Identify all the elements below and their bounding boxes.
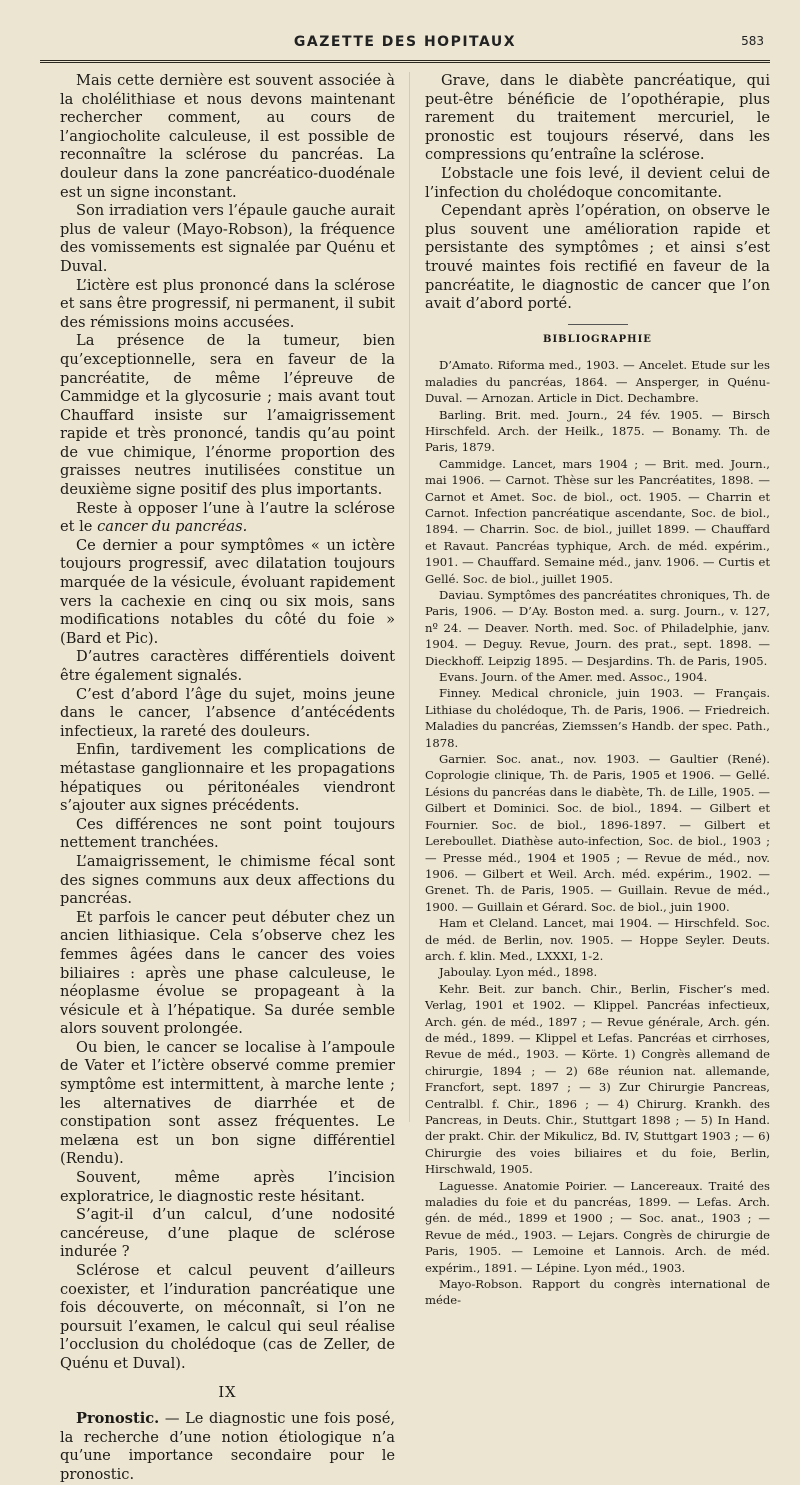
- bibliography-entry: Laguesse. Anatomie Poirier. — Lancereaux. Traité des maladies du foie et du pancréas, 1899. — Lefas. Arch. gén. de méd., 1899 et 1900 ; — Soc. anat., 1903 ; — Revue de méd., 1903. — Lejars. Congrès de chirurgie de Paris, 1905. — Lemoine et Lannois. Arch. de méd. expérim., 1891. — Lépine. Lyon méd., 1903.: [425, 1178, 770, 1275]
- paragraph: Ce dernier a pour symptômes « un ictère toujours progressif, avec dilatation toujours marquée de la vésicule, évoluant rapidement vers la cachexie en cinq ou six mois, sans modifications notables du côté du foie » (Bard et Pic).: [60, 536, 395, 647]
- paragraph-text: — Le diagnostic une fois posé, la recherche d’une notion étiologique n’a qu’une importance secondaire pour le pronostic.: [60, 1410, 395, 1483]
- bibliography-entry: Barling. Brit. med. Journ., 24 fév. 1905. — Birsch Hirschfeld. Arch. der Heilk., 1875. — Bonamy. Th. de Paris, 1879.: [425, 407, 770, 455]
- paragraph-text: Reste à opposer l’une à l’autre la sclérose et le: [60, 499, 395, 536]
- paragraph: La présence de la tumeur, bien qu’exceptionnelle, sera en faveur de la pancréatite, de même l’épreuve de Cammidge et la glycosurie ; mais avant tout Chauffard insiste sur l’amaigrissement rapide et très prononcé, tandis qu’au point de vue chimique, l’énorme proportion des graisses neutres inutilisées constitue un deuxième signe positif des plus importants.: [60, 332, 395, 499]
- paragraph: L’obstacle une fois levé, il devient celui de l’infection du cholédoque concomitante.: [425, 164, 770, 201]
- paragraph: C’est d’abord l’âge du sujet, moins jeune dans le cancer, l’absence d’antécédents infectieux, la rareté des douleurs.: [60, 685, 395, 740]
- paragraph: Sclérose et calcul peuvent d’ailleurs coexister, et l’induration pancréatique une fois découverte, on méconnaît, si l’on ne poursuit l’examen, le calcul qui seul réalise l’occlusion du cholédoque (cas de Zeller, de Quénu et Duval).: [60, 1262, 395, 1372]
- right-column: [425, 72, 770, 1308]
- paragraph: Souvent, même après l’incision exploratrice, le diagnostic reste hésitant.: [60, 1169, 395, 1205]
- bibliography-entry: Finney. Medical chronicle, juin 1903. — Français. Lithiase du cholédoque, Th. de Paris, 1906. — Friedreich. Maladies du pancréas, Ziemssen’s Handb. der spec. Path., 1878.: [425, 686, 770, 750]
- bibliography-entry: Evans. Journ. of the Amer. med. Assoc., 1904.: [439, 670, 708, 685]
- running-title: GAZETTE DES HOPITAUX: [293, 34, 517, 50]
- bibliography-entry: Jaboulay. Lyon méd., 1898.: [439, 965, 598, 980]
- paragraph: Et parfois le cancer peut débuter chez un ancien lithiasique. Cela s’observe chez les femmes âgées dans le cancer des voies biliaires : après une phase calculeuse, le néoplasme évolue se propageant à la vésicule et à l’hépatique. Sa durée semble alors souvent prolongée.: [60, 908, 395, 1038]
- bibliography-entry: Ham et Cleland. Lancet, mai 1904. — Hirschfeld. Soc. de méd. de Berlin, nov. 1905. — Hoppe Seyler. Deuts. arch. f. klin. Med., LXXXI, 1-2.: [425, 916, 770, 963]
- column-divider: [409, 72, 410, 1122]
- paragraph: Son irradiation vers l’épaule gauche aurait plus de valeur (Mayo-Robson), la fréquence des vomissements est signalée par Quénu et Duval.: [60, 202, 395, 275]
- paragraph: D’autres caractères différentiels doivent être également signalés.: [60, 648, 395, 684]
- paragraph: Enfin, tardivement les complications de métastase ganglionnaire et les propagations hépatiques ou péritonéales viendront s’ajouter aux signes précédents.: [60, 741, 395, 815]
- paragraph: Cependant après l’opération, on observe le plus souvent une amélioration rapide et persistante des symptômes ; et ainsi s’est trouvé maintes fois rectifié en faveur de la pancréatite, le diagnostic de cancer que l’on avait d’abord porté.: [425, 202, 770, 313]
- bibliography: [425, 357, 770, 1309]
- page-number: 583: [741, 34, 764, 48]
- bibliography-entry: Mayo-Robson. Rapport du congrès international de méde-: [425, 1277, 770, 1308]
- paragraph: [60, 1410, 395, 1484]
- paragraph: Grave, dans le diabète pancréatique, qui peut-être bénéficie de l’opothérapie, plus rarement du traitement mercuriel, le pronostic est toujours réservé, dans les compressions qu’entraîne la sclérose.: [425, 72, 770, 164]
- emphasis-text: cancer du pancréas.: [97, 518, 248, 536]
- bibliography-entry: D’Amato. Riforma med., 1903. — Ancelet. Etude sur les maladies du pancréas, 1864. — Ansperger, in Quénu-Duval. — Arnozan. Article in Dict. Dechambre.: [425, 358, 770, 406]
- bibliography-entry: Garnier. Soc. anat., nov. 1903. — Gaultier (René). Coprologie clinique, Th. de Paris, 1905 et 1906. — Gellé. Lésions du pancréas dans le diabète, Th. de Lille, 1905. — Gilbert et Dominici. Soc. de biol., 1894. — Gilbert et Fournier. Soc. de biol., 1896-1897. — Gilbert et Lereboullet. Diathèse auto-infection, Soc. de biol., 1903 ; — Presse méd., 1904 et 1905 ; — Revue de méd., nov. 1906. — Gilbert et Weil. Arch. méd. expérim., 1902. — Grenet. Th. de Paris, 1905. — Guillain. Revue de méd., 1900. — Guillain et Gérard. Soc. de biol., juin 1900.: [425, 752, 770, 914]
- bibliography-title: BIBLIOGRAPHIE: [543, 333, 652, 345]
- bibliography-entry: Cammidge. Lancet, mars 1904 ; — Brit. med. Journ., mai 1906. — Carnot. Thèse sur les Pancréatites, 1898. — Carnot et Amet. Soc. de biol., oct. 1905. — Charrin et Carnot. Infection pancréatique ascendante, Soc. de biol., 1894. — Charrin. Soc. de biol., juillet 1899. — Chauffard et Ravaut. Pancréas typhique, Arch. de méd. expérim., 1901. — Chauffard. Semaine méd., janv. 1906. — Curtis et Gellé. Soc. de biol., juillet 1905.: [425, 456, 770, 586]
- paragraph: Ou bien, le cancer se localise à l’ampoule de Vater et l’ictère observé comme premier symptôme est intermittent, à marche lente ; les alternatives de diarrhée et de constipation sont assez fréquentes. Le melæna est un bon signe différentiel (Rendu).: [60, 1038, 395, 1168]
- divider: [568, 324, 628, 325]
- section-number: IX: [218, 1383, 237, 1401]
- paragraph: Mais cette dernière est souvent associée à la cholélithiase et nous devons maintenant rechercher comment, au cours de l’angiocholite calculeuse, il est possible de reconnaître la sclérose du pancréas. La douleur dans la zone pancréatico-duodénale est un signe inconstant.: [60, 72, 395, 201]
- left-column: [60, 72, 395, 1483]
- paragraph: [60, 500, 395, 537]
- paragraph: L’amaigrissement, le chimisme fécal sont des signes communs aux deux affections du pancréas.: [60, 852, 395, 908]
- bibliography-entry: Kehr. Beit. zur banch. Chir., Berlin, Fischer’s med. Verlag, 1901 et 1902. — Klippel. Pancréas infectieux, Arch. gén. de méd., 1897 ; — Revue générale, Arch. gén. de méd., 1899. — Klippel et Lefas. Pancréas et cirrhoses, Revue de méd., 1903. — Körte. 1) Congrès allemand de chirurgie, 1894 ; — 2) 68e réunion nat. allemande, Francfort, sept. 1897 ; — 3) Zur Chirurgie Pancreas, Centralbl. f. Chir., 1896 ; — 4) Chirurg. Krankh. des Pancreas, in Deuts. Chir., Stuttgart 1898 ; — 5) In Hand. der prakt. Chir. der Mikulicz, Bd. IV, Stuttgart 1903 ; — 6) Chirurgie des voies biliaires et du foie, Berlin, Hirschwald, 1905.: [425, 981, 770, 1177]
- paragraph: L’ictère est plus prononcé dans la sclérose et sans être progressif, ni permanent, il subit des rémissions moins accusées.: [60, 276, 395, 331]
- paragraph: S’agit-il d’un calcul, d’une nodosité cancéreuse, d’une plaque de sclérose indurée ?: [60, 1206, 395, 1261]
- page-header: [40, 30, 770, 63]
- section-heading: Pronostic.: [76, 1410, 160, 1428]
- bibliography-entry: Daviau. Symptômes des pancréatites chroniques, Th. de Paris, 1906. — D’Ay. Boston med. a. surg. Journ., v. 127, nº 24. — Deaver. North. med. Soc. of Philadelphie, janv. 1904. — Deguy. Revue, Journ. des prat., sept. 1898. — Dieckhoff. Leipzig 1895. — Desjardins. Th. de Paris, 1905.: [425, 588, 770, 668]
- paragraph: Ces différences ne sont point toujours nettement tranchées.: [60, 815, 395, 852]
